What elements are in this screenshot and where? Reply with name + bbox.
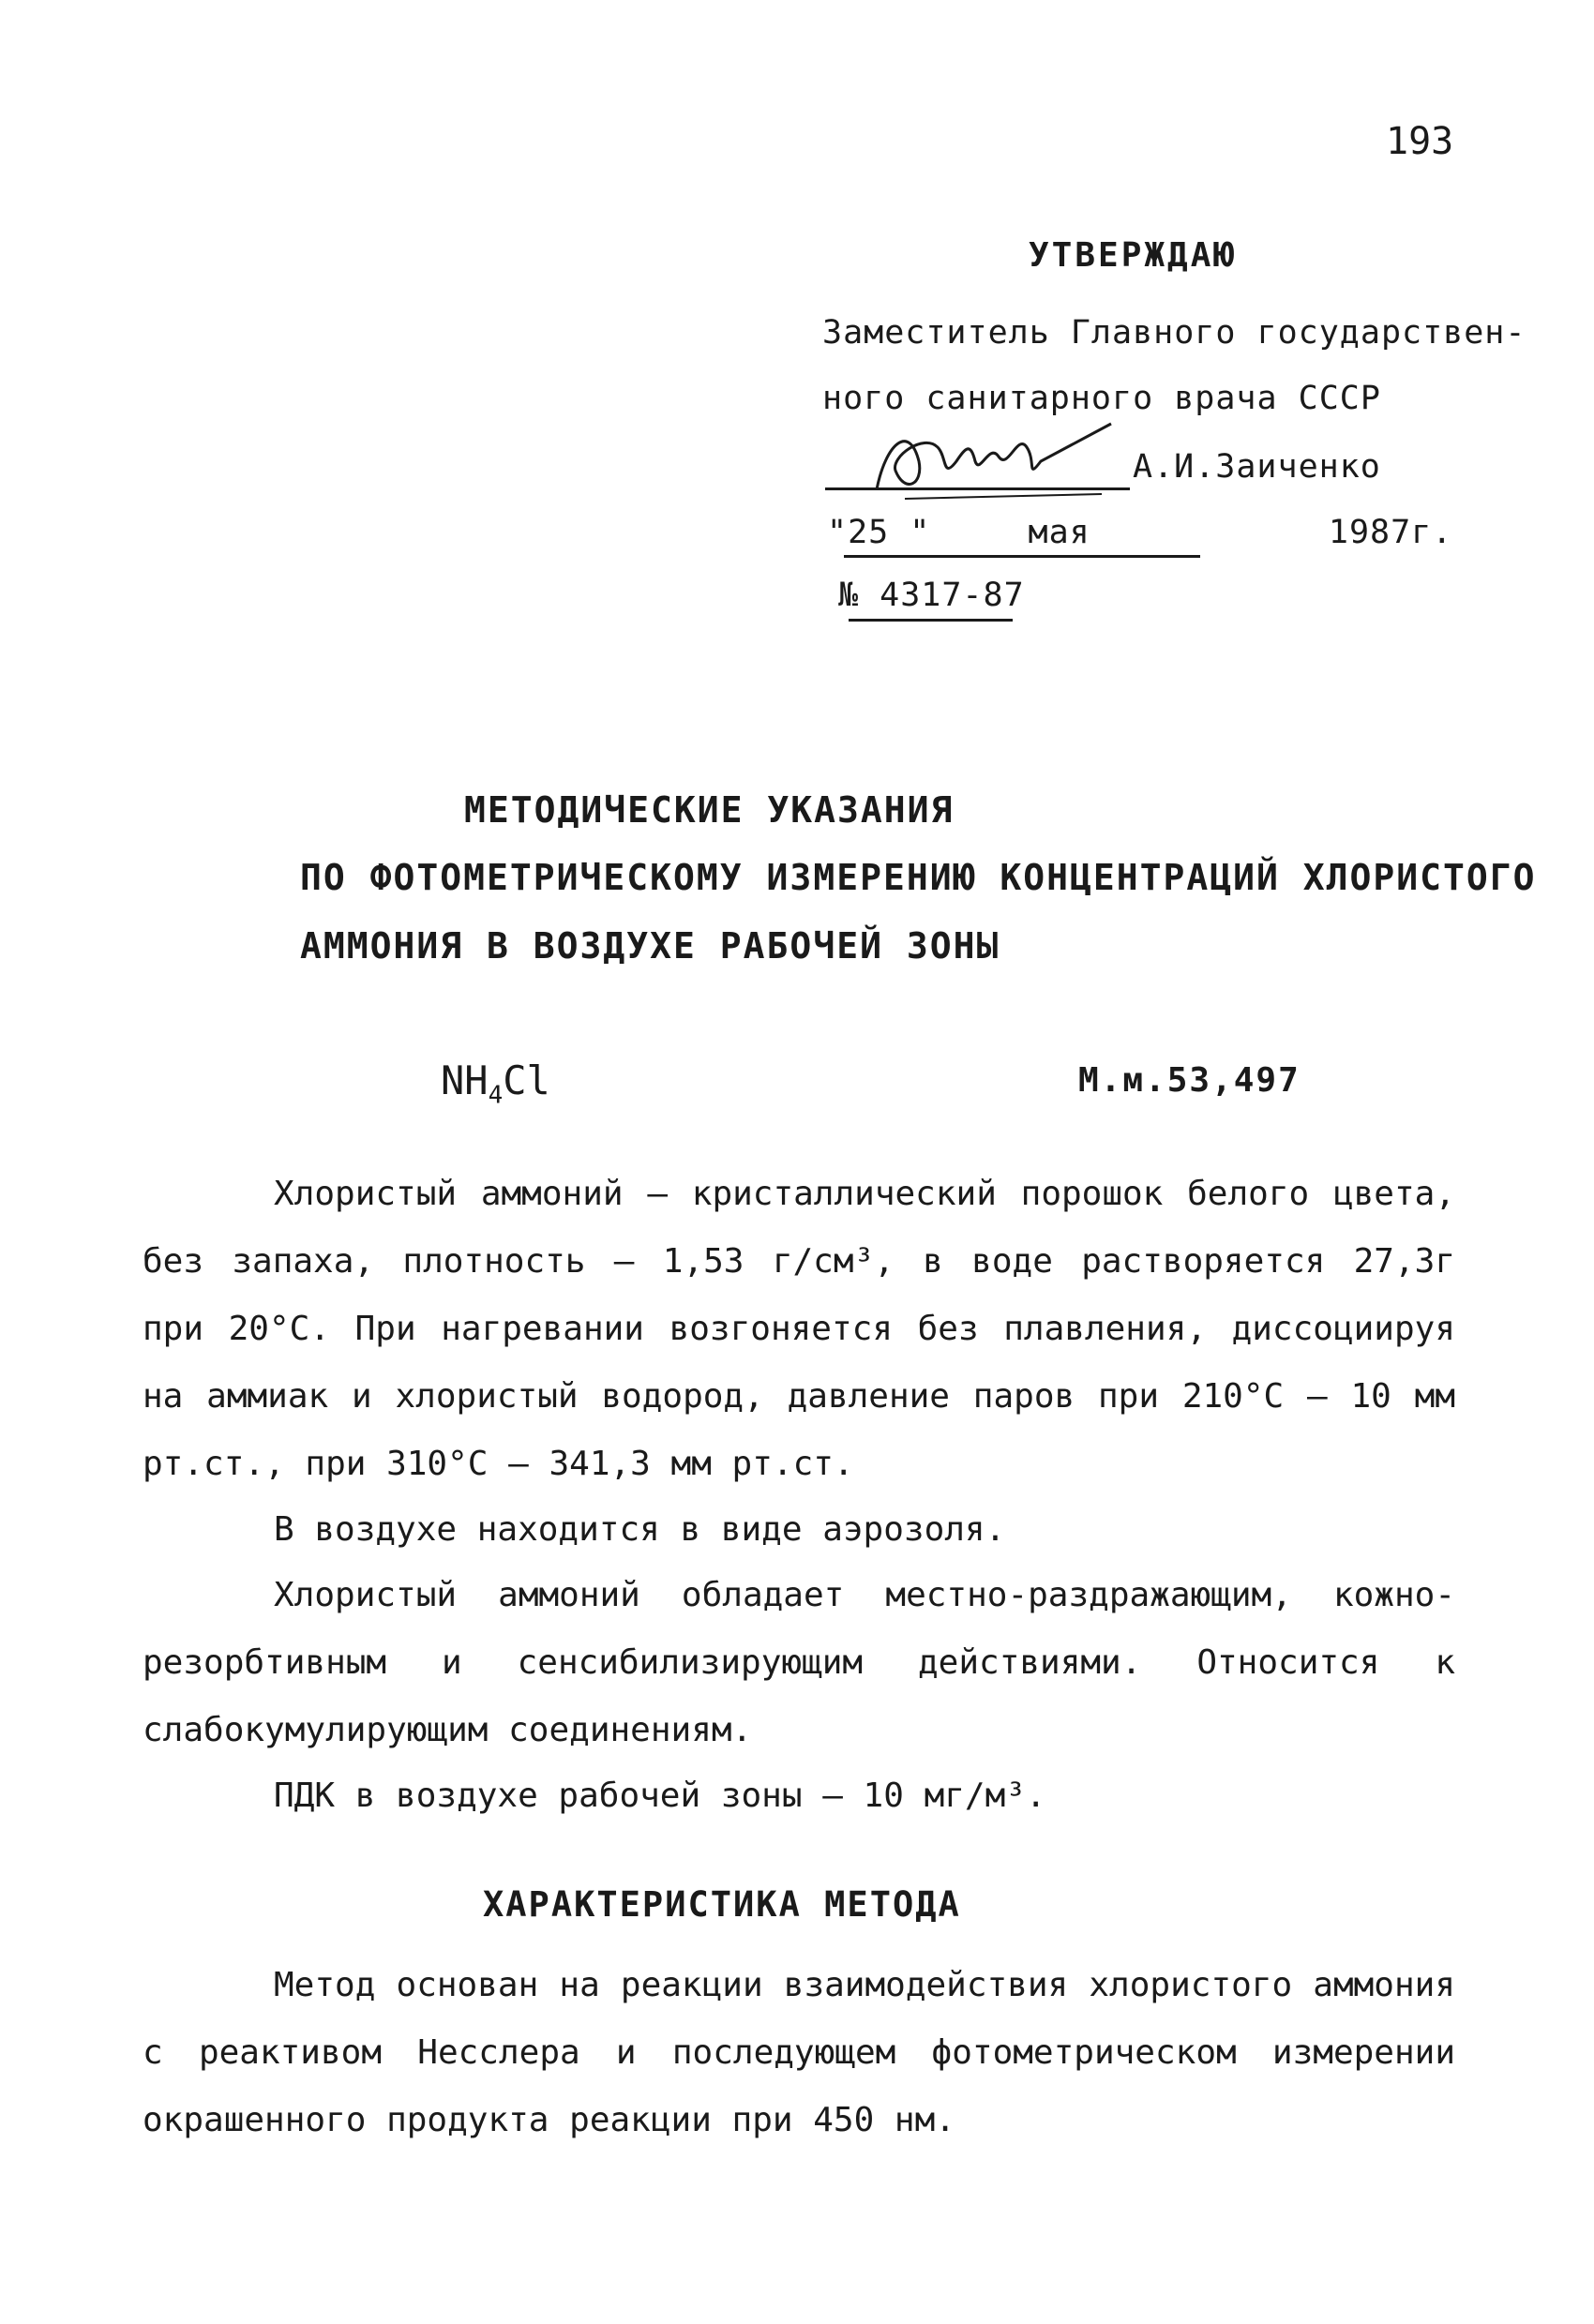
approval-signer: А.И.Заиченко	[1133, 448, 1381, 486]
paragraph-pdk	[143, 1762, 1455, 1830]
date-underline	[844, 555, 1200, 558]
paragraph-toxicity-text: Хлористый аммоний обладает местно-раздражающим, кожно-резорбтивным и сенсибилизирующим действиями. Относится к слабокумулирующим соединениям.	[143, 1576, 1455, 1749]
document-title-line-1: МЕТОДИЧЕСКИЕ УКАЗАНИЯ	[464, 789, 955, 831]
paragraph-properties	[143, 1161, 1455, 1498]
formula-subscript: 4	[488, 1081, 504, 1110]
document-title-line-3: АММОНИЯ В ВОЗДУХЕ РАБОЧЕЙ ЗОНЫ	[300, 925, 1000, 967]
paragraph-toxicity	[143, 1562, 1455, 1764]
paragraph-pdk-text: ПДК в воздухе рабочей зоны – 10 мг/м³.	[274, 1777, 1046, 1815]
formula-part-1: NH	[441, 1057, 489, 1103]
number-underline	[849, 619, 1013, 622]
date-day: "25 "	[827, 514, 931, 551]
document-title-line-2: ПО ФОТОМЕТРИЧЕСКОМУ ИЗМЕРЕНИЮ КОНЦЕНТРАЦИЙ ХЛОРИСТОГО	[300, 857, 1537, 898]
approval-number: № 4317-87	[838, 577, 1025, 614]
paragraph-method-text: Метод основан на реакции взаимодействия хлористого аммония с реактивом Несслера и последующем фотометрическом измерении окрашенного продукта реакции при 450 нм.	[143, 1966, 1455, 2139]
paragraph-method	[143, 1952, 1455, 2154]
date-year: 1987г.	[1328, 514, 1453, 551]
signature-mark	[867, 405, 1149, 508]
molar-mass: М.м.53,497	[1078, 1061, 1301, 1100]
formula-part-2: Cl	[503, 1057, 550, 1103]
page-number: 193	[1386, 120, 1454, 163]
section-title-method: ХАРАКТЕРИСТИКА МЕТОДА	[483, 1884, 961, 1925]
approval-title: УТВЕРЖДАЮ	[1029, 236, 1238, 275]
approval-date	[827, 514, 1452, 551]
date-month: мая	[1028, 514, 1090, 551]
paragraph-properties-text: Хлористый аммоний – кристаллический порошок белого цвета, без запаха, плотность – 1,53 г/см³, в воде растворяется 27,3г при 20°С. При нагревании возгоняется без плавления, диссоциируя на аммиак и хлористый водород, давление паров при 210°С – 10 мм рт.ст., при 310°С – 341,3 мм рт.ст.	[143, 1175, 1455, 1483]
signature-underline	[825, 487, 1130, 490]
paragraph-aerosol	[143, 1496, 1455, 1564]
approval-line-1: Заместитель Главного государствен-	[822, 314, 1526, 352]
approval-line-2: ного санитарного врача СССР	[822, 380, 1381, 417]
paragraph-aerosol-text: В воздухе находится в виде аэрозоля.	[274, 1510, 1006, 1549]
chemical-formula	[441, 1057, 550, 1109]
